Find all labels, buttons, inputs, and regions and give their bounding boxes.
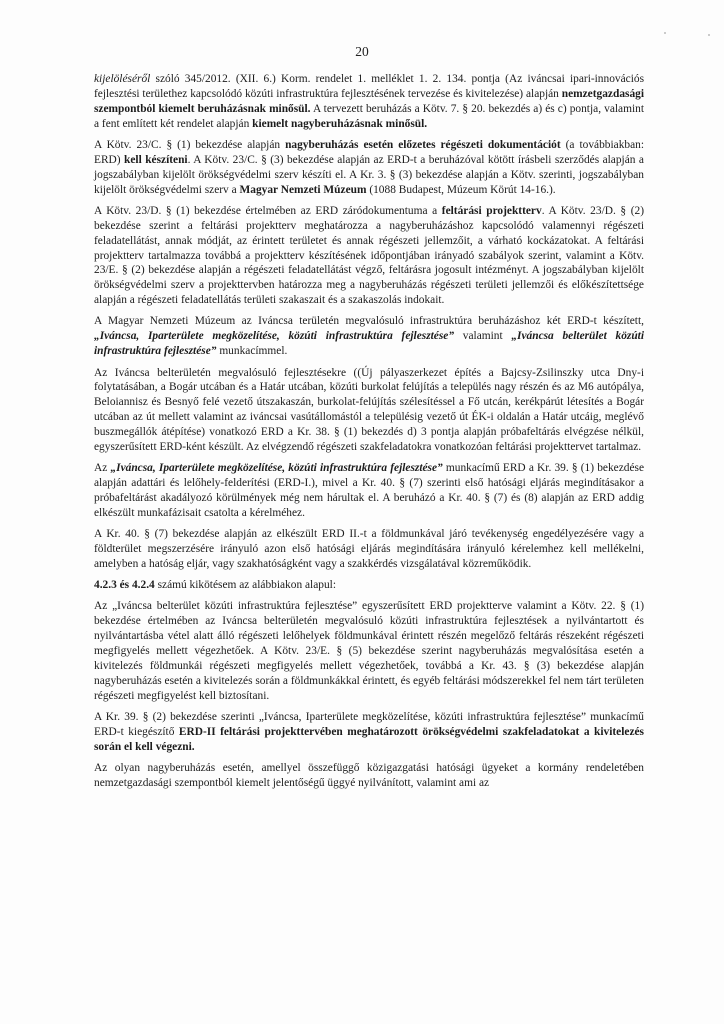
scan-speck [664,32,666,34]
italic-text: kijelöléséről [94,73,151,85]
bold-text: Magyar Nemzeti Múzeum [239,183,367,196]
paragraph [94,72,644,132]
text-run: . A Kötv. 23/C. § (3) bekezdése alapján az ERD-t a beruházóval kötött írásbeli szerződés alapján a jogszabályban kijelölt örökségvédelmi szerv készíti el. A Kr. 3. § (3) bekezdése alapján a Kötv. szerinti, jogszabályban kijelölt örökségvédelmi szerv a [94,153,644,196]
paragraph [94,461,644,521]
text-run: (a továbbiakban: ERD) [94,138,644,166]
text-run: A tervezett beruházás a Kötv. 7. § 20. bekezdés a) és c) pontja, valamint a fent említett két rendelet alapján [94,102,644,130]
paragraph [94,527,644,572]
bold-text: feltárási projektterv [441,204,542,217]
text-run: valamint [454,330,512,343]
document-body [94,72,644,797]
text-run: szóló 345/2012. (XII. 6.) Korm. rendelet 1. melléklet 1. 2. 134. pontja (Az iváncsai ipari-innovációs fejlesztési területhez kapcsolódó közúti infrastruktúra fejlesztésének tervezése és kivitelezése) alapján [94,73,644,100]
bold-text: nagyberuházás esetén előzetes régészeti dokumentációt [285,138,561,151]
bold-text: kell készíteni [124,153,188,166]
paragraph [94,599,644,703]
text-run: A Kr. 40. § (7) bekezdése alapján az elkészült ERD II.-t a földmunkával járó tevékenység engedélyezésére vagy a földterület megszerzésére irányuló azon első hatósági eljárás megindítására irányuló kérelemhez kell mellékelni, amelyben a hatóság eljár, vagy szakhatóságként vagy a szakkérdés vizsgálatával közreműködik. [94,528,644,570]
text-run: A Kötv. 23/D. § (1) bekezdése értelmében az ERD záródokumentuma a [94,204,442,217]
bold-text: 4.2.3 és 4.2.4 [94,579,155,592]
text-run: munkacímű ERD a Kr. 39. § (1) bekezdése alapján adattári és lelőhely-felderítési (ERD-I.), mivel a Kr. 40. § (7) szerinti első hatósági eljárás megindításakor a próbafeltárást akadályozó körülmények még nem hárultak el. A beruházó a Kr. 40. § (7) és (8) alapján az ERD addig elkészült munkafázisait csatolta a kérelméhez. [94,462,644,519]
paragraph [94,314,644,359]
text-run: A Kötv. 23/C. § (1) bekezdése alapján [94,138,286,151]
bold-italic-title: „Iváncsa, Iparterülete megközelítése, közúti infrastruktúra fejlesztése” [110,462,443,475]
paragraph [94,204,644,308]
text-run: Az olyan nagyberuházás esetén, amellyel összefüggő közigazgatási hatósági ügyeket a kormány rendeletében nemzetgazdasági szempontból kiemelt jelentőségű üggyé nyilvánított, valamint ami az [94,762,644,789]
bold-text: ERD-II feltárási projekttervében meghatározott örökségvédelmi szakfeladatokat a kivitelezés során el kell végezni. [94,725,644,753]
paragraph [94,578,644,593]
paragraph [94,366,644,455]
paragraph [94,138,644,198]
text-run: Az [94,462,111,475]
page-number: 20 [355,44,369,59]
bold-text: nemzetgazdasági szempontból kiemelt beruházásnak minősül. [94,87,644,115]
text-run: A Magyar Nemzeti Múzeum az Iváncsa területén megvalósuló infrastruktúra beruházáshoz két ERD-t készített, [94,315,644,328]
text-run: munkacímmel. [216,345,288,358]
bold-italic-title: „Iváncsa belterület közúti infrastruktúra fejlesztése” [94,330,644,358]
text-run: Az Iváncsa belterületén megvalósuló fejlesztésekre ((Új pályaszerkezet építés a Bajcsy-Zsilinszky utca Dny-i folytatásában, a Bogár utcában és a Határ utcában, közúti burkolat felújítás a település nagy részén és az M6 autópálya, Beloiannisz és Besnyő felé vezető útszakaszán, burkolat-felújítás szélesítéssel a Fő utcán, kerékpárút létesítés a Bogár utcában az út mellett valamint az iváncsai vasútállomástól a településig vezető út ÉK-i oldalán a Határ utcáig, meglévő buszmegállók átépítése) vonatkozó ERD a Kr. 38. § (1) bekezdés d) 3 pontja alapján próbafeltárás elvégzése nélkül, egyszerűsített ERD-ként készült. Az elvégzendő régészeti szakfeladatokra vonatkozóan feltárási projekttervet tartalmaz. [94,366,644,454]
text-run: Az „Iváncsa belterület közúti infrastruktúra fejlesztése” egyszerűsített ERD projektterve valamint a Kötv. 22. § (1) bekezdése értelmében az Iváncsa belterületén megvalósuló közúti infrastruktúra fejlesztések a nyilvántartott és nyilvántartásba vétel alatt álló régészeti lelőhelyek földmunkával érintett részén megelőző feltárás részeként régészeti megfigyelés mellett végezhetőek. A Kötv. 23/E. § (5) bekezdése szerint nagyberuházás megvalósítása esetén a kivitelezés földmunkái régészeti megfigyelés mellett végezhetőek, továbbá a Kr. 43. § (3) bekezdése alapján nagyberuházás esetén a kivitelezés során a földmunkákkal érintett, és egyéb feltárási módszerekkel fel nem tárt területen régészeti megfigyelést kell biztosítani. [94,600,644,702]
text-run: (1088 Budapest, Múzeum Körút 14-16.). [366,183,556,196]
scan-speck [708,34,710,36]
text-run: A Kr. 39. § (2) bekezdése szerinti „Iváncsa, Iparterülete megközelítése, közúti infrastruktúra fejlesztése” munkacímű ERD-t kiegészítő [94,711,644,738]
bold-italic-title: „Iváncsa, Iparterülete megközelítése, közúti infrastruktúra fejlesztése” [94,330,455,343]
paragraph [94,761,644,791]
paragraph [94,710,644,755]
bold-text: kiemelt nagyberuházásnak minősül. [252,117,428,130]
text-run: számú kikötésem az alábbiakon alapul: [154,579,336,592]
text-run: . A Kötv. 23/D. § (2) bekezdése szerint a feltárási projektterv meghatározza a nagyberuházáshoz kapcsolódó valamennyi régészeti feladatellátást, annak módját, az érintett területet és annak régészeti jellemzőit, a várható kockázatokat. A feltárási projektterv tartalmazza továbbá a projektterv készítésének időpontjában irányadó szabályok szerint, valamint a Kötv. 23/E. § (2) bekezdése alapján a régészeti feladatellátást végző, feltárásra jogosult intézményt. A jogszabályban kijelölt örökségvédelmi szerv a projekttervben határozza meg a nagyberuházás régészeti területi jellemzői és előkészítettsége alapján a régészeti feladatellátás területi szakaszait és a szakaszolás indokait. [94,204,644,307]
